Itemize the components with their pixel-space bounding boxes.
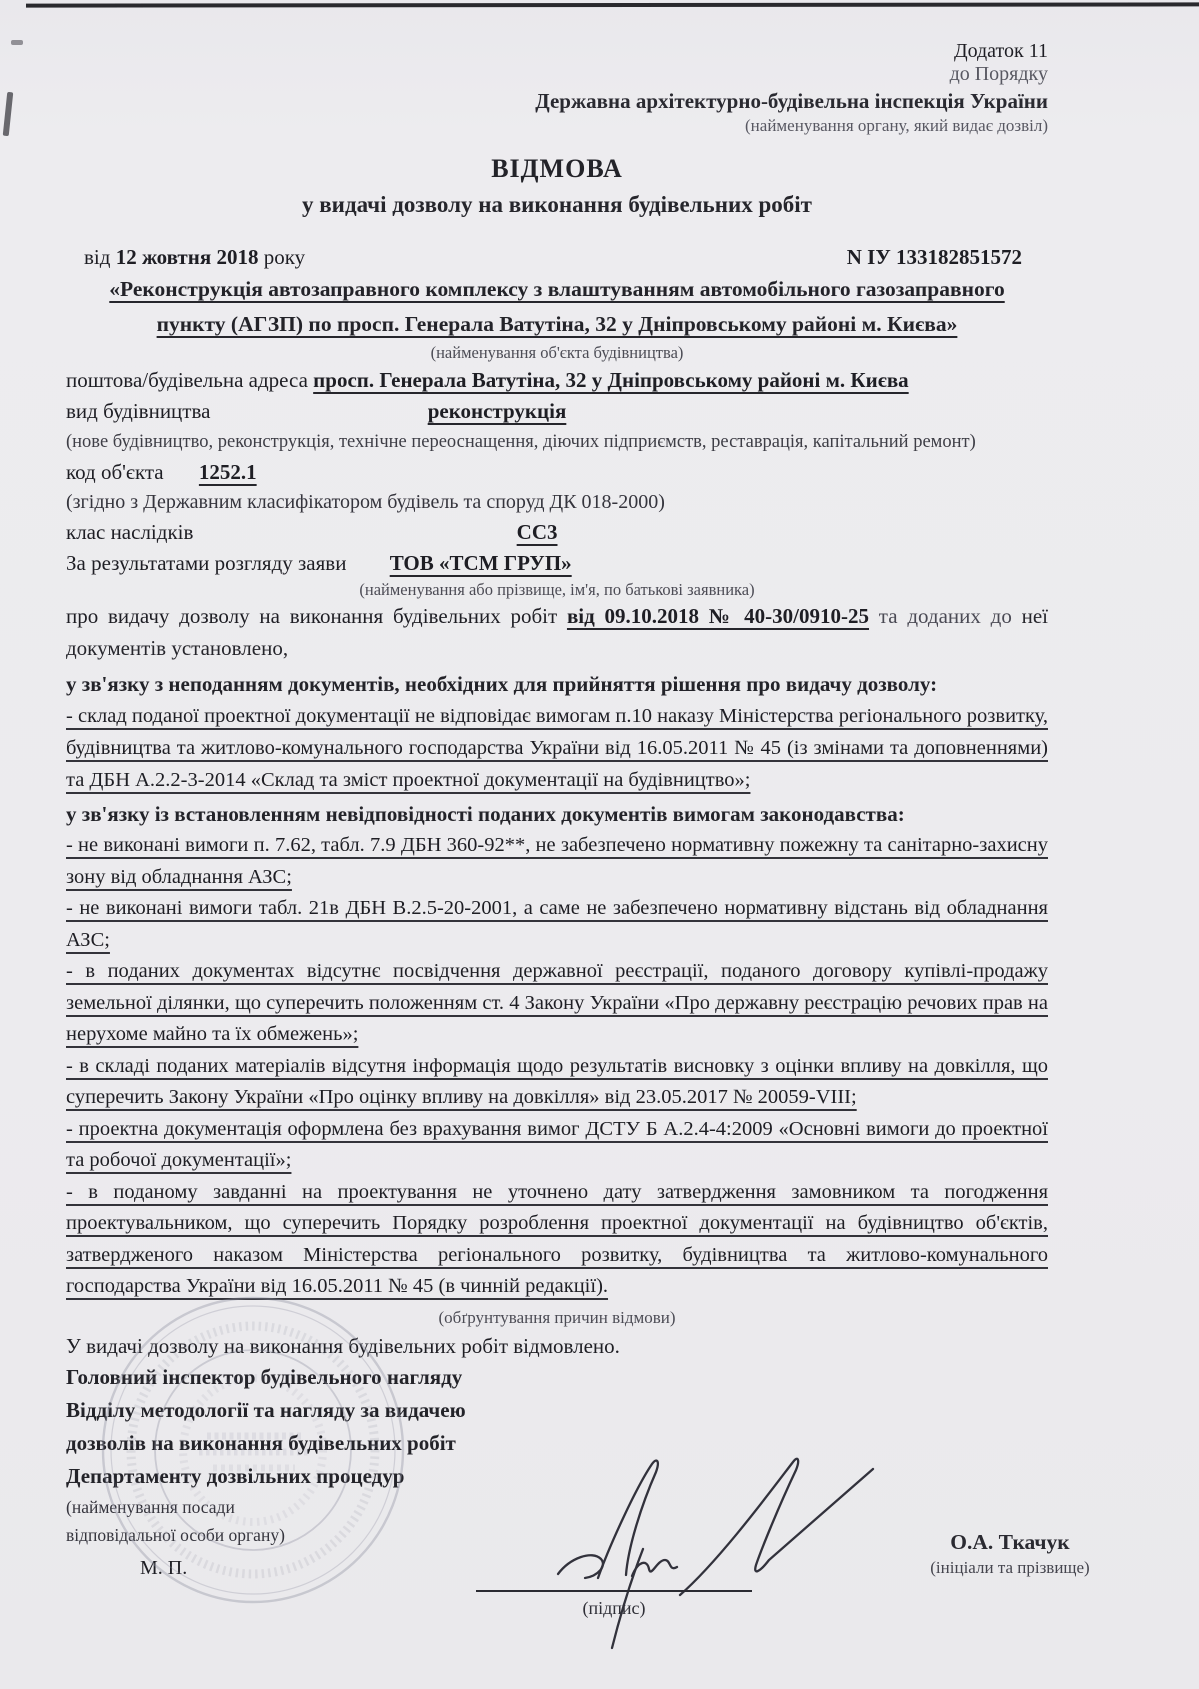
position-note-line2: відповідальної особи органу): [66, 1524, 285, 1545]
official-name: О.А. Ткачук: [950, 1530, 1070, 1554]
official-name-note: (ініціали та прізвище): [930, 1558, 1090, 1577]
date-prefix: від: [84, 245, 111, 269]
document-number: N ІУ 133182851572: [846, 245, 1022, 269]
date-value: 12 жовтня 2018: [115, 245, 259, 269]
applicant-note: (найменування або прізвище, ім'я, по батькові заявника): [359, 580, 755, 599]
consequence-class-label: клас наслідків: [66, 520, 194, 544]
construction-type-note: (нове будівництво, реконструкція, технічне переоснащення, діючих підприємств, реставрація, капітальний ремонт): [66, 432, 976, 452]
document-subtitle: у видачі дозволу на виконання будівельних робіт: [302, 192, 812, 217]
scan-smudge: [11, 40, 23, 45]
consequence-class-value: СС3: [516, 520, 558, 544]
position-note-line1: (найменування посади: [66, 1496, 235, 1517]
application-reference-paragraph: [66, 600, 1048, 664]
document-title: ВІДМОВА: [491, 154, 623, 183]
object-code-label: код об'єкта: [66, 460, 164, 484]
document-date: [84, 242, 305, 272]
refusal-reason: - в складі поданих матеріалів відсутня інформація щодо результатів висновку з оцінки впливу на довкілля, що суперечить Закону України «Про оцінку впливу на довкілля» від 23.05.2017 № 20059-VIII;: [66, 1054, 1048, 1108]
request-text-before: про видачу дозволу на виконання будівельних робіт: [66, 604, 558, 628]
official-title-line: Відділу методології та нагляду за видачею: [66, 1397, 466, 1422]
refusal-reasons-list: [66, 830, 1048, 1303]
refusal-reason: - в поданому завданні на проектування не уточнено дату затвердження замовником та погодження проектувальником, що суперечить Порядку розроблення проектної документації на будівництво об'єктів, затвердженого наказом Міністерства регіонального розвитку, будівництва та житлово-комунального господарства України від 16.05.2011 № 45 (в чинній редакції).: [66, 1180, 1048, 1297]
field-address: [66, 365, 1048, 396]
refusal-reason: - проектна документація оформлена без врахування вимог ДСТУ Б А.2.4-4:2009 «Основні вимоги до проектної та робочої документації»;: [66, 1117, 1048, 1171]
applicant-label: За результатами розгляду заяви: [66, 551, 347, 575]
official-name-block: [880, 1528, 1140, 1580]
annex-number: Додаток 11: [953, 40, 1048, 62]
refusal-reason: - не виконані вимоги табл. 21в ДБН В.2.5-20-2001, а саме не забезпечено нормативну відстань від обладнання АЗС;: [66, 897, 1048, 951]
refusal-reason: - не виконані вимоги п. 7.62, табл. 7.9 ДБН 360-92**, не забезпечено нормативну пожежну та санітарно-захисну зону від обладнання АЗС;: [66, 834, 1048, 888]
annex-reference: [66, 40, 1048, 86]
construction-type-label: вид будівництва: [66, 399, 211, 423]
issuing-authority: Державна архітектурно-будівельна інспекція України: [535, 89, 1048, 113]
construction-object-name: «Реконструкція автозаправного комплексу з влаштуванням автомобільного газозаправного пункту (АГЗП) по просп. Генерала Ватутіна, 32 у Дніпровському районі м. Києва»: [109, 277, 1005, 336]
signature-line: [476, 1590, 752, 1592]
date-suffix: року: [263, 245, 306, 269]
refusal-reason: - склад поданої проектної документації не відповідає вимогам п.10 наказу Міністерства регіонального розвитку, будівництва та житлово-комунального господарства України від 16.05.2011 № 45 (із змінами та доповненнями) та ДБН А.2.2-3-2014 «Склад та зміст проектної документації на будівництво»;: [66, 705, 1048, 791]
applicant-value: ТОВ «ТСМ ГРУП»: [389, 551, 572, 575]
object-code-value: 1252.1: [198, 460, 257, 484]
field-consequence-class: [66, 517, 1048, 548]
field-object-code: [66, 457, 1048, 488]
address-label: поштова/будівельна адреса: [66, 368, 308, 392]
construction-object-note: (найменування об'єкта будівництва): [430, 343, 684, 362]
request-text-after2: неї документів установлено,: [66, 604, 1049, 660]
construction-type-value: реконструкція: [427, 399, 567, 423]
date-and-number-row: [66, 242, 1048, 272]
section1-heading: у зв'язку з неподанням документів, необхідних для прийняття рішення про видачу дозволу:: [66, 672, 938, 696]
decision-statement: У видачі дозволу на виконання будівельних робіт відмовлено.: [66, 1333, 620, 1358]
seal-placeholder: М. П.: [140, 1556, 188, 1579]
official-title-line: Головний інспектор будівельного нагляду: [66, 1364, 463, 1389]
field-construction-type: [66, 396, 1048, 427]
field-applicant: [66, 548, 1048, 579]
annex-to-order: до Порядку: [949, 63, 1048, 85]
refusal-reason: - в поданих документах відсутнє посвідчення державної реєстрації, поданого договору купівлі-продажу земельної ділянки, що суперечить положенням ст. 4 Закону України «Про державну реєстрацію речових прав на нерухоме майно та їх обмежень»;: [66, 960, 1048, 1045]
request-text-after1: та доданих до: [878, 604, 1012, 628]
address-value: просп. Генерала Ватутіна, 32 у Дніпровському районі м. Києва: [313, 368, 909, 392]
signature-note: (підпис): [582, 1598, 646, 1618]
official-title-line: дозволів на виконання будівельних робіт: [66, 1430, 456, 1455]
application-reference: від 09.10.2018 № 40-30/0910-25: [566, 604, 870, 628]
object-code-note: (згідно з Державним класифікатором будівель та споруд ДК 018-2000): [66, 491, 665, 513]
section2-heading: у зв'язку із встановленням невідповідності поданих документів вимогам законодавства:: [66, 802, 905, 826]
issuing-authority-note: (найменування органу, який видає дозвіл): [745, 116, 1048, 135]
refusal-reasons-note: (обґрунтування причин відмови): [438, 1307, 676, 1327]
official-title-line: Департаменту дозвільних процедур: [66, 1463, 405, 1488]
